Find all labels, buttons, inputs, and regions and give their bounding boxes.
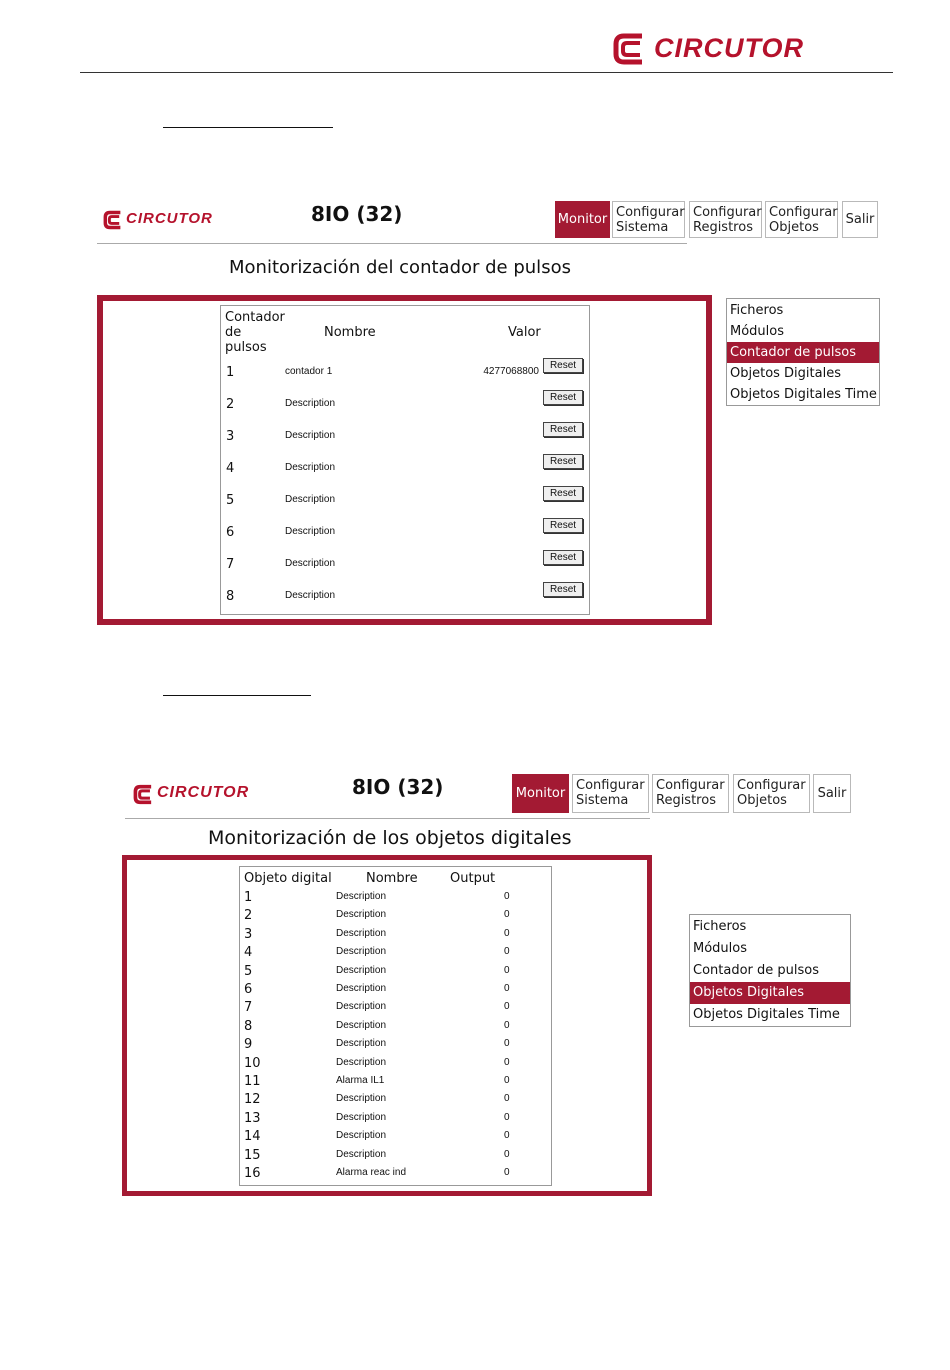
- row-number: 4: [244, 945, 253, 961]
- row-number: 5: [226, 493, 235, 508]
- screen1-nav-configurar-sistema[interactable]: [612, 201, 685, 238]
- row-number: 12: [244, 1092, 261, 1108]
- screen2-nav-configurar-objetos[interactable]: [733, 774, 810, 813]
- row-number: 6: [226, 525, 235, 540]
- screen1-logo: [103, 208, 223, 232]
- col-header-name: Nombre: [324, 325, 376, 340]
- side-menu-item[interactable]: Objetos Digitales Time: [693, 1007, 840, 1022]
- row-name: Description: [285, 430, 336, 441]
- row-output: 0: [504, 1075, 510, 1086]
- screen2-nav-monitor[interactable]: [512, 774, 569, 813]
- row-name: Description: [285, 590, 336, 601]
- screen2-nav-configurar-registros[interactable]: [652, 774, 729, 813]
- reset-button[interactable]: Reset: [543, 358, 583, 373]
- row-name: Description: [336, 1093, 387, 1105]
- side-menu-item[interactable]: Objetos Digitales: [730, 366, 841, 381]
- row-output: 0: [504, 1001, 510, 1013]
- row-output: 0: [504, 927, 510, 939]
- nav-label: Monitor: [515, 786, 566, 801]
- screen2-nav-configurar-sistema[interactable]: [572, 774, 649, 813]
- screen1-page-heading: Monitorización del contador de pulsos: [229, 257, 571, 278]
- screen2-device-title: 8IO (32): [352, 775, 444, 799]
- row-number: 10: [244, 1055, 261, 1071]
- row-output: 0: [504, 983, 510, 994]
- screen1-side-menu: [726, 298, 880, 406]
- section-underline-2: [163, 695, 311, 696]
- screen2-side-menu: [689, 914, 851, 1027]
- nav-label-line2: Registros: [693, 220, 753, 235]
- side-menu-item[interactable]: Contador de pulsos: [693, 963, 820, 978]
- row-output: 0: [504, 1167, 510, 1178]
- row-name: Alarma reac ind: [336, 1167, 407, 1178]
- side-menu-item[interactable]: Ficheros: [730, 303, 784, 318]
- row-output: 0: [504, 1019, 510, 1031]
- row-name: Description: [285, 558, 336, 569]
- row-output: 0: [504, 1130, 510, 1142]
- row-name: Description: [336, 1019, 387, 1031]
- col-header-counter-line2: de: [225, 325, 242, 340]
- side-menu-item[interactable]: Ficheros: [693, 919, 747, 934]
- row-number: 6: [244, 982, 253, 997]
- row-number: 14: [244, 1129, 261, 1145]
- circutor-logo-icon: [612, 30, 650, 68]
- row-name: Description: [285, 494, 336, 505]
- screen2-brand-text: CIRCUTOR: [157, 784, 250, 801]
- row-number: 3: [226, 429, 235, 444]
- page-header-rule: [80, 72, 893, 73]
- row-output: 0: [504, 1038, 510, 1050]
- reset-button[interactable]: Reset: [543, 422, 583, 437]
- screen2-nav-salir[interactable]: [813, 774, 851, 813]
- row-number: 8: [244, 1018, 253, 1034]
- row-output: 0: [504, 946, 510, 958]
- row-output: 0: [504, 909, 510, 921]
- row-number: 1: [244, 890, 253, 905]
- side-menu-item[interactable]: Módulos: [693, 941, 747, 956]
- row-name: Description: [336, 1148, 387, 1160]
- row-name: Description: [336, 927, 387, 939]
- screen2-header-rule: [125, 818, 650, 819]
- row-output: 0: [504, 1148, 510, 1160]
- page-header-logo: [612, 30, 822, 68]
- row-number: 11: [244, 1074, 261, 1089]
- nav-label-line1: Configurar: [616, 205, 685, 220]
- row-number: 13: [244, 1110, 261, 1126]
- screen2-logo: [133, 782, 263, 808]
- circutor-logo-icon: [133, 783, 156, 806]
- row-name: contador 1: [285, 366, 333, 377]
- row-name: Alarma IL1: [336, 1075, 385, 1086]
- row-output: 0: [504, 1111, 510, 1123]
- col-header-output: Output: [450, 871, 496, 886]
- page-brand-text: CIRCUTOR: [654, 33, 805, 63]
- nav-label-line1: Configurar: [693, 205, 762, 220]
- row-name: Description: [336, 1001, 387, 1013]
- side-menu-item[interactable]: Módulos: [730, 324, 784, 339]
- row-number: 16: [244, 1166, 261, 1181]
- row-number: 9: [244, 1037, 253, 1053]
- col-header-name: Nombre: [366, 871, 418, 886]
- side-menu-item[interactable]: Objetos Digitales Time: [730, 387, 877, 402]
- row-number: 2: [244, 908, 253, 924]
- row-number: 15: [244, 1147, 261, 1163]
- nav-label: Salir: [817, 786, 847, 801]
- row-number: 2: [226, 397, 235, 412]
- row-name: Description: [285, 526, 336, 537]
- row-name: Description: [336, 1038, 387, 1050]
- screen1-nav-salir[interactable]: [842, 201, 878, 238]
- row-output: 0: [504, 891, 510, 902]
- screen1-brand-text: CIRCUTOR: [126, 210, 213, 227]
- screen1-nav-monitor[interactable]: [555, 201, 610, 238]
- row-output: 0: [504, 1056, 510, 1068]
- screen1-device-title: 8IO (32): [311, 202, 403, 226]
- row-name: Description: [336, 964, 387, 976]
- row-number: 7: [244, 1000, 253, 1016]
- row-name: Description: [336, 946, 387, 958]
- circutor-logo-icon: [103, 209, 125, 231]
- nav-label-line2: Objetos: [769, 220, 819, 235]
- row-output: 0: [504, 964, 510, 976]
- reset-button[interactable]: Reset: [543, 454, 583, 469]
- nav-label-line2: Sistema: [576, 793, 629, 808]
- col-header-object: Objeto digital: [244, 871, 332, 886]
- reset-button[interactable]: Reset: [543, 518, 583, 533]
- row-name: Description: [336, 1111, 387, 1123]
- row-name: Description: [336, 909, 387, 921]
- col-header-counter-line1: Contador: [225, 310, 285, 325]
- col-header-counter-line3: pulsos: [225, 340, 267, 355]
- row-output: 0: [504, 1093, 510, 1105]
- row-number: 3: [244, 926, 253, 942]
- row-name: Description: [285, 398, 336, 409]
- row-name: Description: [336, 1130, 387, 1142]
- nav-label: Monitor: [557, 212, 608, 227]
- nav-label-line1: Configurar: [769, 205, 838, 220]
- nav-label: Salir: [845, 212, 875, 227]
- nav-label-line1: Configurar: [576, 778, 645, 793]
- reset-button[interactable]: Reset: [543, 390, 583, 405]
- row-number: 7: [226, 557, 235, 572]
- row-value: 4277068800: [483, 366, 539, 377]
- row-name: Description: [336, 983, 387, 994]
- section-underline-1: [163, 127, 333, 128]
- row-number: 1: [226, 365, 235, 380]
- nav-label-line1: Configurar: [656, 778, 725, 793]
- digital-objects-table: [239, 866, 552, 1186]
- reset-button[interactable]: Reset: [543, 550, 583, 565]
- side-menu-item[interactable]: Contador de pulsos: [727, 342, 879, 363]
- row-number: 5: [244, 963, 253, 979]
- col-header-value: Valor: [508, 325, 541, 340]
- reset-button[interactable]: Reset: [543, 582, 583, 597]
- row-name: Description: [336, 1056, 387, 1068]
- screen2-page-heading: Monitorización de los objetos digitales: [208, 827, 572, 849]
- nav-label-line2: Sistema: [616, 220, 669, 235]
- nav-label-line2: Objetos: [737, 793, 787, 808]
- side-menu-item[interactable]: Objetos Digitales: [690, 982, 850, 1004]
- row-number: 8: [226, 589, 235, 604]
- row-name: Description: [285, 462, 336, 473]
- row-name: Description: [336, 891, 387, 902]
- pulse-counter-table: [220, 305, 590, 615]
- col-header-counter: [225, 310, 285, 355]
- row-number: 4: [226, 461, 235, 476]
- nav-label-line1: Configurar: [737, 778, 806, 793]
- screen1-nav-configurar-registros[interactable]: [689, 201, 762, 238]
- nav-label-line2: Registros: [656, 793, 716, 808]
- screen1-header-rule: [97, 243, 687, 244]
- reset-button[interactable]: Reset: [543, 486, 583, 501]
- screen1-nav-configurar-objetos[interactable]: [765, 201, 838, 238]
